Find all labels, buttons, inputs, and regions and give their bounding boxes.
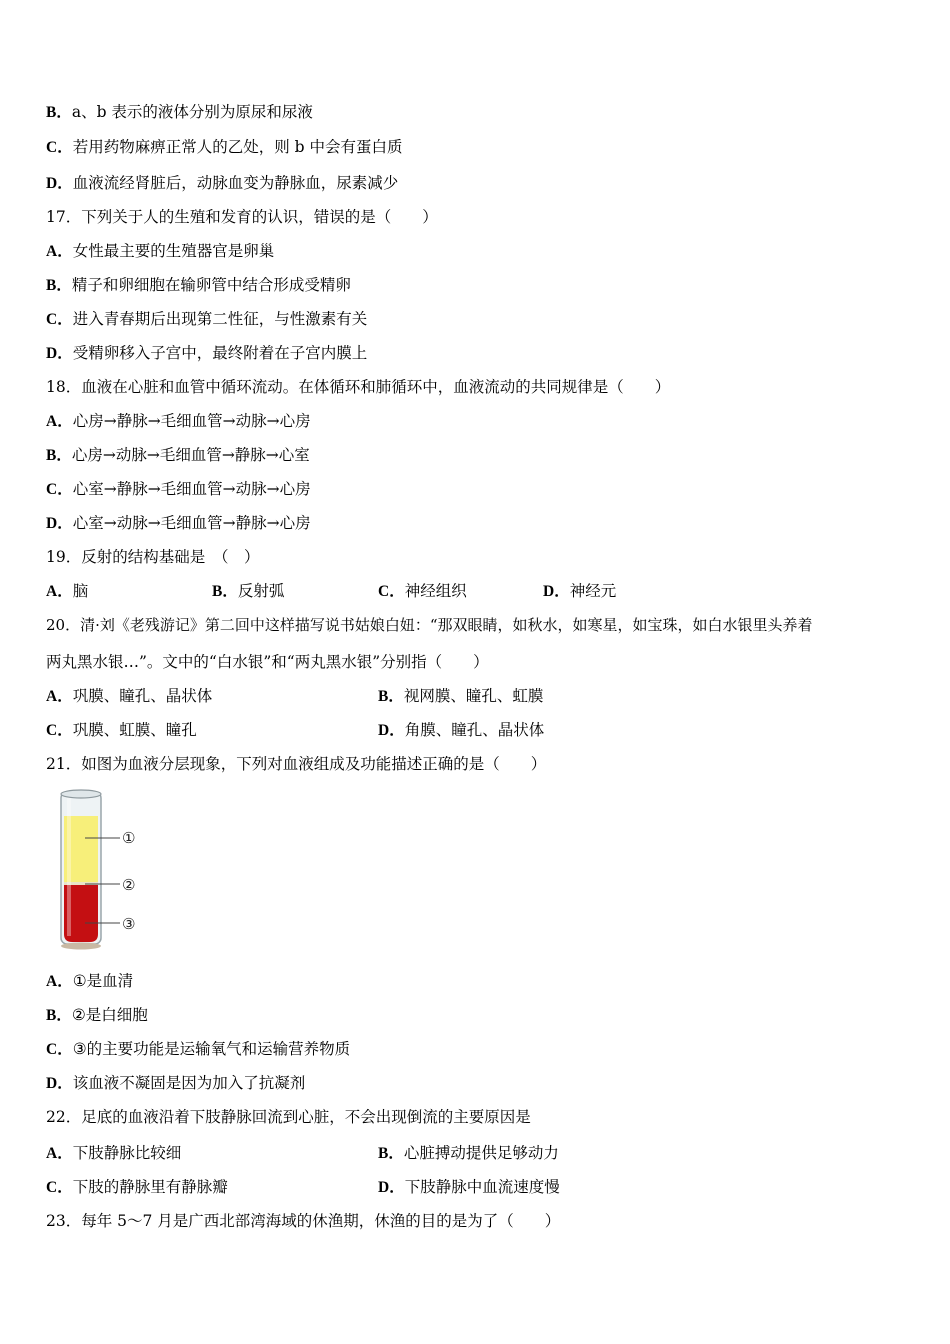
q19-option-a	[46, 581, 88, 602]
option-text: 脑	[72, 582, 89, 600]
option-letter: D．	[46, 515, 73, 532]
option-letter: C．	[378, 583, 405, 600]
option-text: ②是白细胞	[71, 1006, 148, 1024]
option-letter: B．	[46, 1007, 72, 1024]
option-letter: D．	[378, 722, 405, 739]
test-tube-illustration	[55, 788, 155, 953]
q17-option-a	[46, 241, 274, 262]
q16-option-b	[46, 102, 313, 123]
q21-option-b	[46, 1005, 148, 1026]
q20-option-c	[46, 720, 197, 741]
option-text: 若用药物麻痹正常人的乙处，则 b 中会有蛋白质	[72, 138, 403, 156]
option-letter: D．	[543, 583, 570, 600]
option-text: 视网膜、瞳孔、虹膜	[403, 687, 544, 705]
q21-stem: 21．如图为血液分层现象，下列对血液组成及功能描述正确的是（ ）	[46, 755, 547, 773]
option-letter: C．	[46, 722, 73, 739]
option-letter: B．	[212, 583, 238, 600]
q22-stem: 22．足底的血液沿着下肢静脉回流到心脏，不会出现倒流的主要原因是	[46, 1108, 531, 1126]
q22-option-d	[378, 1177, 560, 1198]
option-text: 角膜、瞳孔、晶状体	[404, 721, 545, 739]
q20-option-a	[46, 686, 212, 707]
option-text: 心房→静脉→毛细血管→动脉→心房	[72, 412, 311, 430]
label-1: ①	[122, 829, 136, 847]
option-letter: A．	[46, 688, 73, 705]
q16-option-c	[46, 137, 402, 158]
q17-option-b	[46, 275, 351, 296]
option-text: 心脏搏动提供足够动力	[403, 1144, 559, 1162]
option-letter: A．	[46, 243, 73, 260]
tube-highlight	[67, 798, 71, 936]
q22-option-c	[46, 1177, 228, 1198]
q21-option-d	[46, 1073, 305, 1094]
option-letter: A．	[46, 973, 73, 990]
option-letter: D．	[378, 1179, 405, 1196]
option-text: 巩膜、虹膜、瞳孔	[72, 721, 197, 739]
option-text: 该血液不凝固是因为加入了抗凝剂	[72, 1074, 306, 1092]
option-text: 下肢静脉比较细	[72, 1144, 182, 1162]
q19-stem: 19．反射的结构基础是 （ ）	[46, 548, 260, 566]
option-letter: D．	[46, 1075, 73, 1092]
q19-option-b	[212, 581, 284, 602]
q17-stem: 17．下列关于人的生殖和发育的认识，错误的是（ ）	[46, 208, 438, 226]
q17-option-d	[46, 343, 367, 364]
q19-option-c	[378, 581, 467, 602]
option-text: 血液流经肾脏后，动脉血变为静脉血，尿素减少	[72, 174, 399, 192]
option-letter: B．	[378, 688, 404, 705]
q19-option-d	[543, 581, 616, 602]
option-letter: C．	[46, 311, 73, 328]
q20-stem-line1: 20．清·刘《老残游记》第二回中这样描写说书姑娘白妞：“那双眼睛，如秋水，如寒星，如宝珠，如白水银里头养着	[46, 616, 813, 634]
option-text: 受精卵移入子宫中，最终附着在子宫内膜上	[72, 344, 368, 362]
option-text: 神经组织	[404, 582, 467, 600]
q21-option-c	[46, 1039, 350, 1060]
option-text: ③的主要功能是运输氧气和运输营养物质	[72, 1040, 351, 1058]
q17-option-c	[46, 309, 367, 330]
q20-option-d	[378, 720, 544, 741]
q16-option-d	[46, 173, 398, 194]
option-text: 下肢的静脉里有静脉瓣	[72, 1178, 228, 1196]
q18-option-b	[46, 445, 310, 466]
tube-base	[61, 943, 101, 950]
option-letter: D．	[46, 175, 73, 192]
option-text: 神经元	[569, 582, 617, 600]
option-text: 进入青春期后出现第二性征，与性激素有关	[72, 310, 368, 328]
option-letter: C．	[46, 1179, 73, 1196]
q18-stem: 18．血液在心脏和血管中循环流动。在体循环和肺循环中，血液流动的共同规律是（ ）	[46, 378, 671, 396]
q21-option-a	[46, 971, 133, 992]
q18-option-d	[46, 513, 311, 534]
option-letter: A．	[46, 1145, 73, 1162]
option-letter: C．	[46, 1041, 73, 1058]
option-letter: B．	[46, 277, 72, 294]
option-letter: B．	[46, 447, 72, 464]
label-3: ③	[122, 915, 136, 933]
option-letter: C．	[46, 139, 73, 156]
option-letter: B．	[378, 1145, 404, 1162]
q20-stem-line2: 两丸黑水银…”。文中的“白水银”和“两丸黑水银”分别指（ ）	[46, 653, 489, 671]
option-text: 反射弧	[237, 582, 285, 600]
q18-option-a	[46, 411, 311, 432]
option-text: 女性最主要的生殖器官是卵巢	[72, 242, 275, 260]
option-text: 精子和卵细胞在输卵管中结合形成受精卵	[71, 276, 351, 294]
option-letter: C．	[46, 481, 73, 498]
option-letter: D．	[46, 345, 73, 362]
option-text: ①是血清	[72, 972, 134, 990]
q23-stem: 23．每年 5～7 月是广西北部湾海域的休渔期，休渔的目的是为了（ ）	[46, 1212, 561, 1230]
option-text: a、b 表示的液体分别为原尿和尿液	[71, 103, 313, 121]
option-text: 心室→静脉→毛细血管→动脉→心房	[72, 480, 311, 498]
option-text: 心室→动脉→毛细血管→静脉→心房	[72, 514, 311, 532]
option-letter: A．	[46, 413, 73, 430]
q18-option-c	[46, 479, 311, 500]
label-2: ②	[122, 876, 136, 894]
q22-option-b	[378, 1143, 559, 1164]
option-text: 巩膜、瞳孔、晶状体	[72, 687, 213, 705]
option-text: 下肢静脉中血流速度慢	[404, 1178, 560, 1196]
q22-option-a	[46, 1143, 181, 1164]
option-text: 心房→动脉→毛细血管→静脉→心室	[71, 446, 310, 464]
option-letter: A．	[46, 583, 73, 600]
q20-option-b	[378, 686, 543, 707]
tube-rim	[61, 790, 101, 798]
option-letter: B．	[46, 104, 72, 121]
blood-layer-figure	[55, 788, 155, 953]
